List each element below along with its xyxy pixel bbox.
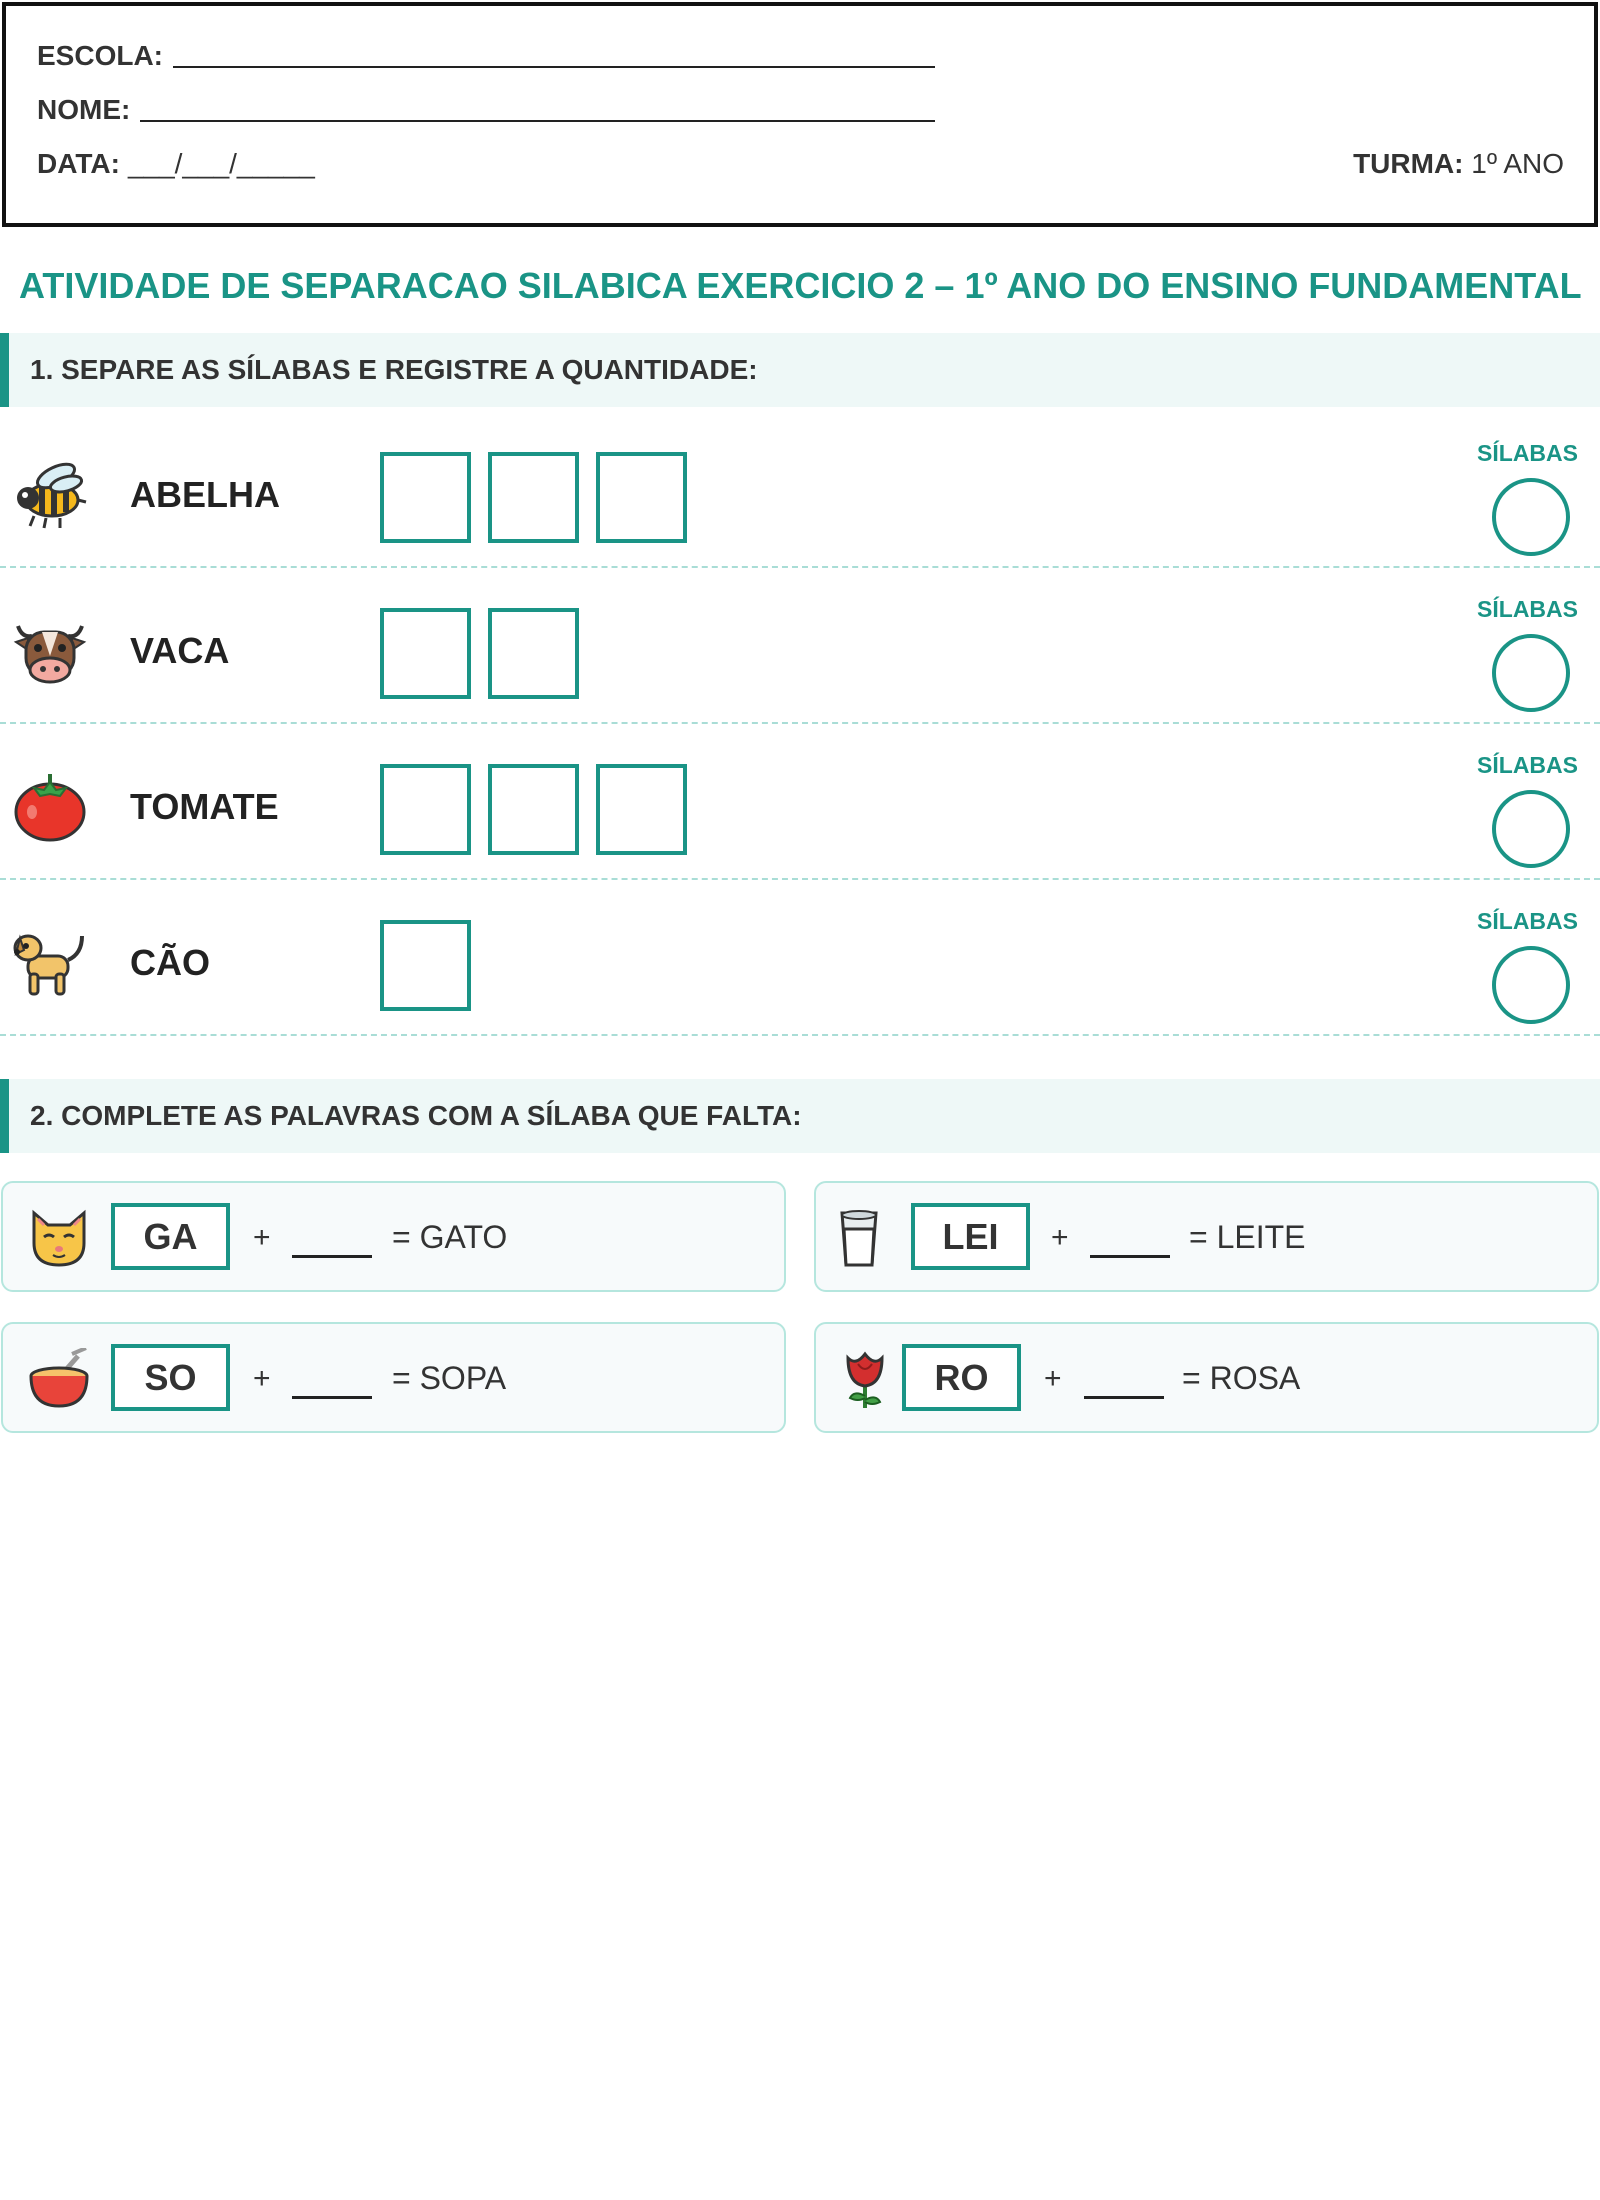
answer-blank[interactable] [1084,1396,1164,1399]
milk-glass-icon [828,1207,890,1269]
escola-field[interactable] [173,66,935,68]
word-label: VACA [130,630,230,671]
word-row-cao [0,880,1600,1036]
syllable-given: LEI [911,1203,1030,1270]
syllable-box[interactable] [596,452,687,543]
word-label: CÃO [130,942,210,983]
tomato-icon [12,768,88,844]
syllable-box[interactable] [380,452,471,543]
word-row-vaca [0,568,1600,724]
syllable-box[interactable] [380,764,471,855]
plus-sign: + [1044,1362,1062,1395]
word-row-abelha [0,412,1600,568]
cat-icon [28,1207,90,1269]
syllable-count-circle[interactable] [1492,478,1570,556]
nome-row [37,94,935,126]
syllable-boxes [380,452,687,543]
answer-blank[interactable] [292,1255,372,1258]
turma-value: 1º ANO [1471,148,1564,179]
silabas-label: SÍLABAS [1477,596,1578,622]
section-2-heading: 2. COMPLETE AS PALAVRAS COM A SÍLABA QUE FALTA: [0,1079,1600,1153]
soup-bowl-icon [28,1348,90,1410]
syllable-count-circle[interactable] [1492,946,1570,1024]
nome-field[interactable] [140,120,935,122]
syllable-box[interactable] [380,608,471,699]
result-word: = GATO [392,1219,508,1255]
cow-icon [12,612,88,688]
result-word: = ROSA [1182,1360,1301,1396]
plus-sign: + [253,1221,271,1254]
plus-sign: + [1051,1221,1069,1254]
syllable-boxes [380,764,687,855]
syllable-count-circle[interactable] [1492,634,1570,712]
silabas-label: SÍLABAS [1477,440,1578,466]
complete-card-gato [1,1181,786,1292]
silabas-label: SÍLABAS [1477,908,1578,934]
page-title: ATIVIDADE DE SEPARACAO SILABICA EXERCICIO 2 – 1º ANO DO ENSINO FUNDAMENTAL [19,265,1582,306]
syllable-box[interactable] [488,452,579,543]
syllable-given: RO [902,1344,1021,1411]
escola-label: ESCOLA: [37,40,163,71]
syllable-box[interactable] [488,764,579,855]
syllable-given: GA [111,1203,230,1270]
data-label: DATA: [37,148,120,179]
data-field[interactable]: ___/___/_____ [127,148,315,179]
student-info-box [2,2,1598,227]
turma-label: TURMA: [1353,148,1464,179]
answer-blank[interactable] [1090,1255,1170,1258]
dog-icon [12,924,88,1000]
section-1-heading: 1. SEPARE AS SÍLABAS E REGISTRE A QUANTIDADE: [0,333,1600,407]
word-label: TOMATE [130,786,279,827]
result-word: = LEITE [1189,1219,1306,1255]
turma [1353,148,1564,180]
nome-label: NOME: [37,94,131,125]
plus-sign: + [253,1362,271,1395]
syllable-boxes [380,920,471,1011]
complete-card-leite [814,1181,1599,1292]
syllable-count-circle[interactable] [1492,790,1570,868]
result-word: = SOPA [392,1360,507,1396]
word-label: ABELHA [130,474,280,515]
bee-icon [12,456,88,532]
syllable-box[interactable] [380,920,471,1011]
data-row [37,148,315,180]
syllable-boxes [380,608,579,699]
syllable-box[interactable] [596,764,687,855]
silabas-label: SÍLABAS [1477,752,1578,778]
complete-card-rosa [814,1322,1599,1433]
syllable-given: SO [111,1344,230,1411]
escola-row [37,40,935,72]
rose-icon [834,1348,896,1410]
complete-card-sopa [1,1322,786,1433]
syllable-box[interactable] [488,608,579,699]
answer-blank[interactable] [292,1396,372,1399]
word-row-tomate [0,724,1600,880]
